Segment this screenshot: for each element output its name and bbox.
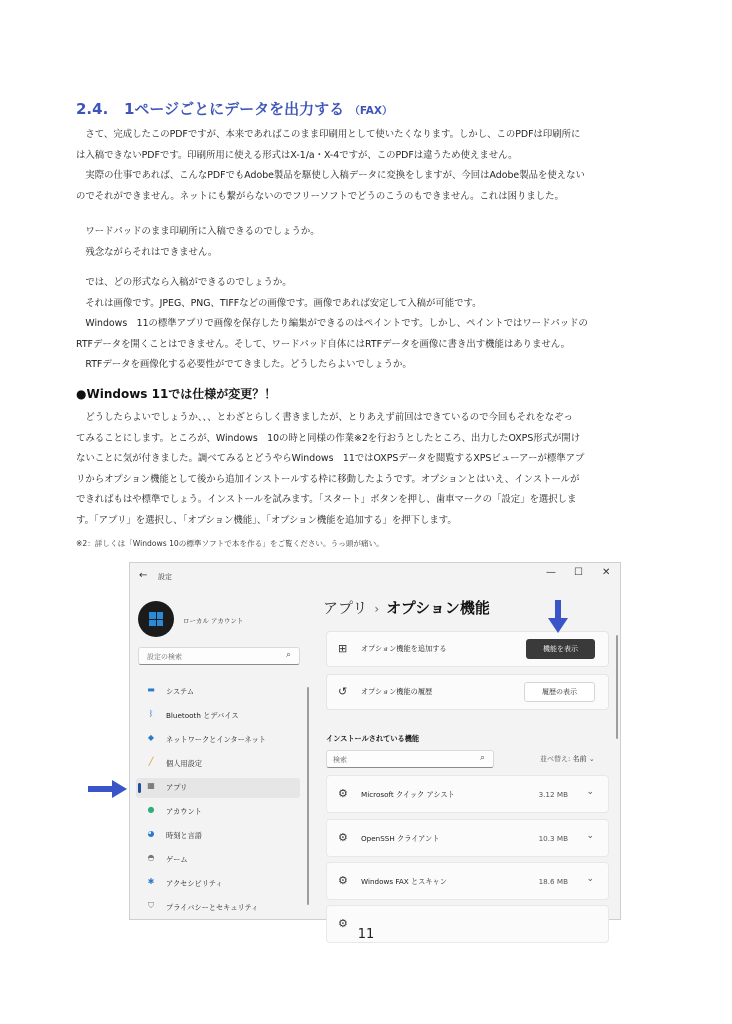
text-line: Windows 11の標準アプリで画像を保存したり編集ができるのはペイントです。しかし、ペイントではワードパッドの: [76, 318, 588, 330]
sidebar-item-gaming[interactable]: [136, 850, 300, 870]
history-icon: ↺: [338, 685, 348, 698]
globe-icon: ◕: [147, 829, 155, 838]
text-line: RTFデータを開くことはできません。そして、ワードパッド自体にはRTFデータを画像に書き出す機能はありません。: [76, 338, 571, 350]
sidebar-item-label: ネットワークとインターネット: [166, 735, 266, 744]
chevron-down-icon[interactable]: ⌄: [586, 874, 594, 884]
feature-item[interactable]: [326, 862, 609, 900]
feature-history-card: [326, 674, 609, 710]
sidebar-item-personalization[interactable]: [136, 754, 300, 774]
sidebar-item-network[interactable]: [136, 730, 300, 750]
page-number: 11: [357, 927, 375, 942]
arrow-right-icon: [88, 780, 128, 798]
sidebar-item-label: アクセシビリティ: [166, 879, 223, 888]
installed-search-input[interactable]: [326, 750, 494, 768]
gear-icon: ⚙: [338, 787, 348, 800]
gamepad-icon: ◓: [147, 853, 155, 862]
sidebar-item-privacy[interactable]: [136, 898, 300, 918]
sidebar-item-label: システム: [166, 687, 195, 696]
sidebar-item-label: アカウント: [166, 807, 202, 816]
view-features-button[interactable]: 機能を表示: [526, 639, 595, 659]
sidebar-item-label: プライバシーとセキュリティ: [166, 903, 259, 912]
add-feature-card: [326, 631, 609, 667]
feature-name: OpenSSH クライアント: [361, 834, 440, 843]
shield-icon: ⛉: [148, 901, 154, 910]
breadcrumb-parent[interactable]: アプリ: [323, 599, 368, 617]
feature-item[interactable]: [326, 819, 609, 857]
breadcrumb: [323, 597, 490, 618]
section-number: 2.4.: [76, 100, 109, 118]
sidebar-item-system[interactable]: [136, 682, 300, 702]
back-arrow-icon[interactable]: ←: [139, 570, 148, 581]
text-line: リからオプション機能として後から追加インストールする枠に移動したようです。オプションとはいえ、インストールが: [76, 473, 580, 485]
account-name: ローカル アカウント: [183, 617, 244, 625]
sub-heading: ●Windows 11では仕様が変更？！: [76, 387, 277, 401]
bluetooth-icon: ᛒ: [148, 709, 154, 718]
text-line: す。「アプリ」を選択し、「オプション機能」、「オプション機能を追加する」を押下します。: [76, 514, 457, 526]
maximize-icon[interactable]: ☐: [574, 567, 583, 578]
footnote: ※2：詳しくは「Windows 10の標準ソフトで本を作る」をご覧ください。うっ頭が痛い。: [76, 539, 384, 548]
chevron-down-icon[interactable]: ⌄: [586, 787, 594, 797]
sidebar-item-label: ゲーム: [166, 855, 188, 864]
apps-icon: ▦: [147, 781, 155, 790]
gear-icon: ⚙: [338, 831, 348, 844]
feature-name: Microsoft クイック アシスト: [361, 790, 455, 799]
search-placeholder: 検索: [333, 756, 347, 764]
sidebar-item-bluetooth[interactable]: [136, 706, 300, 726]
search-icon: ⌕: [285, 650, 291, 660]
text-line: できればもはや標準でしょう。インストールを試みます。「スタート」ボタンを押し、歯車マークの「設定」を選択しま: [76, 494, 577, 506]
close-icon[interactable]: ✕: [602, 567, 611, 578]
chevron-down-icon[interactable]: ⌄: [586, 831, 594, 841]
paragraph-block-1: [76, 125, 660, 207]
text-line: では、どの形式なら入稿ができるのでしょうか。: [76, 277, 292, 288]
settings-search-input[interactable]: [138, 647, 300, 665]
section-title: [76, 98, 393, 119]
window-title: 設定: [158, 573, 172, 581]
history-label: オプション機能の履歴: [361, 687, 433, 696]
wifi-icon: ◆: [147, 733, 155, 742]
sort-value: 名前: [572, 755, 587, 763]
sidebar-item-label: 個人用設定: [166, 759, 202, 768]
chevron-down-icon: ⌄: [588, 755, 595, 763]
paragraph-block-4: [76, 408, 660, 532]
breadcrumb-separator-icon: ›: [374, 602, 380, 616]
sidebar-item-time-language[interactable]: [136, 826, 300, 846]
add-feature-label: オプション機能を追加する: [361, 644, 447, 653]
text-line: それは画像です。JPEG、PNG、TIFFなどの画像です。画像であれば安定して入稿が可能です。: [76, 297, 482, 309]
feature-size: 18.6 MB: [538, 877, 568, 886]
text-line: ワードパッドのまま印刷所に入稿できるのでしょうか。: [76, 226, 320, 237]
sidebar-scrollbar[interactable]: [307, 687, 309, 905]
accessibility-icon: ✱: [147, 877, 155, 886]
main-scrollbar[interactable]: [616, 635, 618, 739]
sidebar-item-accessibility[interactable]: [136, 874, 300, 894]
search-icon: ⌕: [479, 753, 485, 763]
text-line: てみることにします。ところが、Windows 10の時と同様の作業※2を行おうとしたところ、出力したOXPS形式が開け: [76, 432, 581, 444]
paragraph-block-2: [76, 222, 660, 263]
sidebar-item-label: Bluetooth とデバイス: [166, 711, 239, 720]
section-heading-text: 1ページごとにデータを出力する: [123, 100, 345, 118]
breadcrumb-current: オプション機能: [386, 599, 490, 617]
sort-dropdown[interactable]: [540, 754, 595, 764]
feature-size: 10.3 MB: [538, 834, 568, 843]
feature-name: Windows FAX とスキャン: [361, 877, 447, 886]
add-feature-icon: ⊞: [338, 642, 348, 655]
monitor-icon: ▬: [147, 685, 155, 694]
text-line: 残念ながらそれはできません。: [76, 246, 218, 258]
arrow-down-icon: [545, 600, 571, 634]
person-icon: ●: [147, 805, 155, 814]
sidebar-item-label: 時刻と言語: [166, 831, 202, 840]
minimize-icon[interactable]: —: [546, 567, 556, 578]
selection-indicator: [138, 783, 141, 793]
text-line: 実際の仕事であれば、こんなPDFでもAdobe製品を駆使し入稿データに変換をしますが、今回はAdobe製品を使えない: [76, 170, 585, 182]
sort-label: 並べ替え:: [540, 755, 571, 763]
paragraph-block-3: [76, 273, 660, 376]
text-line: のでそれができません。ネットにも繋がらないのでフリーソフトでどうのこうのもできません。これは困りました。: [76, 190, 564, 202]
sidebar-item-apps[interactable]: [136, 778, 300, 798]
text-line: どうしたらよいでしょうか、、、とわざとらしく書きましたが、とりあえず前回はできているので今回もそれをなぞっ: [76, 412, 573, 423]
text-line: ないことに気が付きました。調べてみるとどうやらWindows 11ではOXPSデータを閲覧するXPSビューアーが標準アプ: [76, 453, 585, 465]
view-history-button[interactable]: 履歴の表示: [524, 682, 595, 702]
text-line: さて、完成したこのPDFですが、本来であればこのまま印刷用として使いたくなります。しかし、このPDFは印刷所に: [76, 129, 581, 140]
windows-logo-icon: [149, 612, 163, 626]
gear-icon: ⚙: [338, 874, 348, 887]
feature-item[interactable]: [326, 775, 609, 813]
feature-size: 3.12 MB: [538, 790, 568, 799]
gear-icon: ⚙: [338, 917, 348, 930]
sidebar-item-accounts[interactable]: [136, 802, 300, 822]
text-line: は入稿できないPDFです。印刷所用に使える形式はX-1/a・X-4ですが、このPDFは違うため使えません。: [76, 149, 518, 161]
installed-heading: インストールされている機能: [326, 734, 420, 743]
title-bar: [130, 563, 622, 591]
avatar[interactable]: [138, 601, 174, 637]
sidebar-item-label: アプリ: [166, 783, 188, 792]
brush-icon: ╱: [148, 757, 154, 766]
section-suffix: （FAX）: [349, 105, 393, 117]
search-placeholder: 設定の検索: [147, 653, 182, 661]
text-line: RTFデータを画像化する必要性がでてきました。どうしたらよいでしょうか。: [76, 359, 412, 371]
